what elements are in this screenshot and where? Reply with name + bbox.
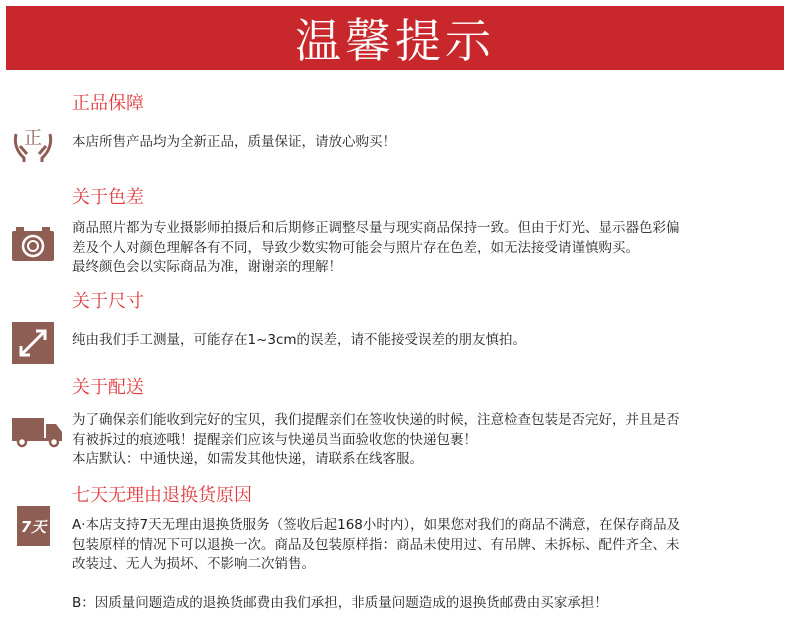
section-text [72, 133, 784, 153]
section-text [72, 516, 784, 575]
text-line: 差及个人对颜色理解各有不同，导致少数实物可能会与照片存在色差，如无法接受请谨慎购买。 [72, 239, 639, 256]
icon-label: 7天 [20, 517, 47, 536]
svg-text:正: 正 [24, 128, 42, 149]
section-title-returns: 七天无理由退换货原因 [72, 485, 252, 506]
text-line: A·本店支持7天无理由退换货服务（签收后起168小时内），如果您对我们的商品不满意，在保存商品及 [72, 517, 681, 533]
text-line: 纯由我们手工测量，可能存在1~3cm的误差，请不能接受误差的朋友慎拍。 [72, 332, 527, 348]
banner [6, 6, 784, 70]
section-title-size: 关于尺寸 [72, 291, 144, 312]
truck-icon [12, 416, 64, 448]
section-text [72, 219, 784, 278]
banner-title: 温馨提示 [295, 14, 495, 68]
text-line: 改装过、无人为损坏、不影响二次销售。 [72, 556, 315, 572]
section-text [72, 411, 784, 470]
text-line: 包装原样的情况下可以退换一次。商品及包装原样指：商品未使用过、有吊牌、未拆标、配件齐全、未 [72, 536, 680, 553]
camera-icon [10, 222, 56, 268]
text-line: 有被拆过的痕迹哦！提醒亲们应该与快递员当面验收您的快递包裹！ [72, 431, 477, 448]
text-line: 最终颜色会以实际商品为准，谢谢亲的理解！ [72, 259, 342, 275]
resize-arrow-icon [10, 320, 56, 366]
text-line: 本店所售产品均为全新正品，质量保证，请放心购买！ [72, 134, 396, 150]
seven-day-calendar-icon [17, 506, 50, 546]
hands-genuine-icon [10, 118, 56, 164]
text-line: 本店默认：中通快递，如需发其他快递，请联系在线客服。 [72, 451, 423, 467]
section-text [72, 331, 784, 351]
return-shipping-note: B：因质量问题造成的退换货邮费由我们承担，非质量问题造成的退换货邮费由买家承担！ [72, 595, 608, 611]
text-line: 为了确保亲们能收到完好的宝贝，我们提醒亲们在签收快递的时候，注意检查包装是否完好，并且是否 [72, 412, 680, 428]
section-title-shipping: 关于配送 [72, 377, 144, 398]
text-line: 商品照片都为专业摄影师拍摄后和后期修正调整尽量与现实商品保持一致。但由于灯光、显示器色彩偏 [72, 220, 680, 236]
section-title-genuine: 正品保障 [72, 93, 144, 114]
section-title-color: 关于色差 [72, 187, 144, 208]
